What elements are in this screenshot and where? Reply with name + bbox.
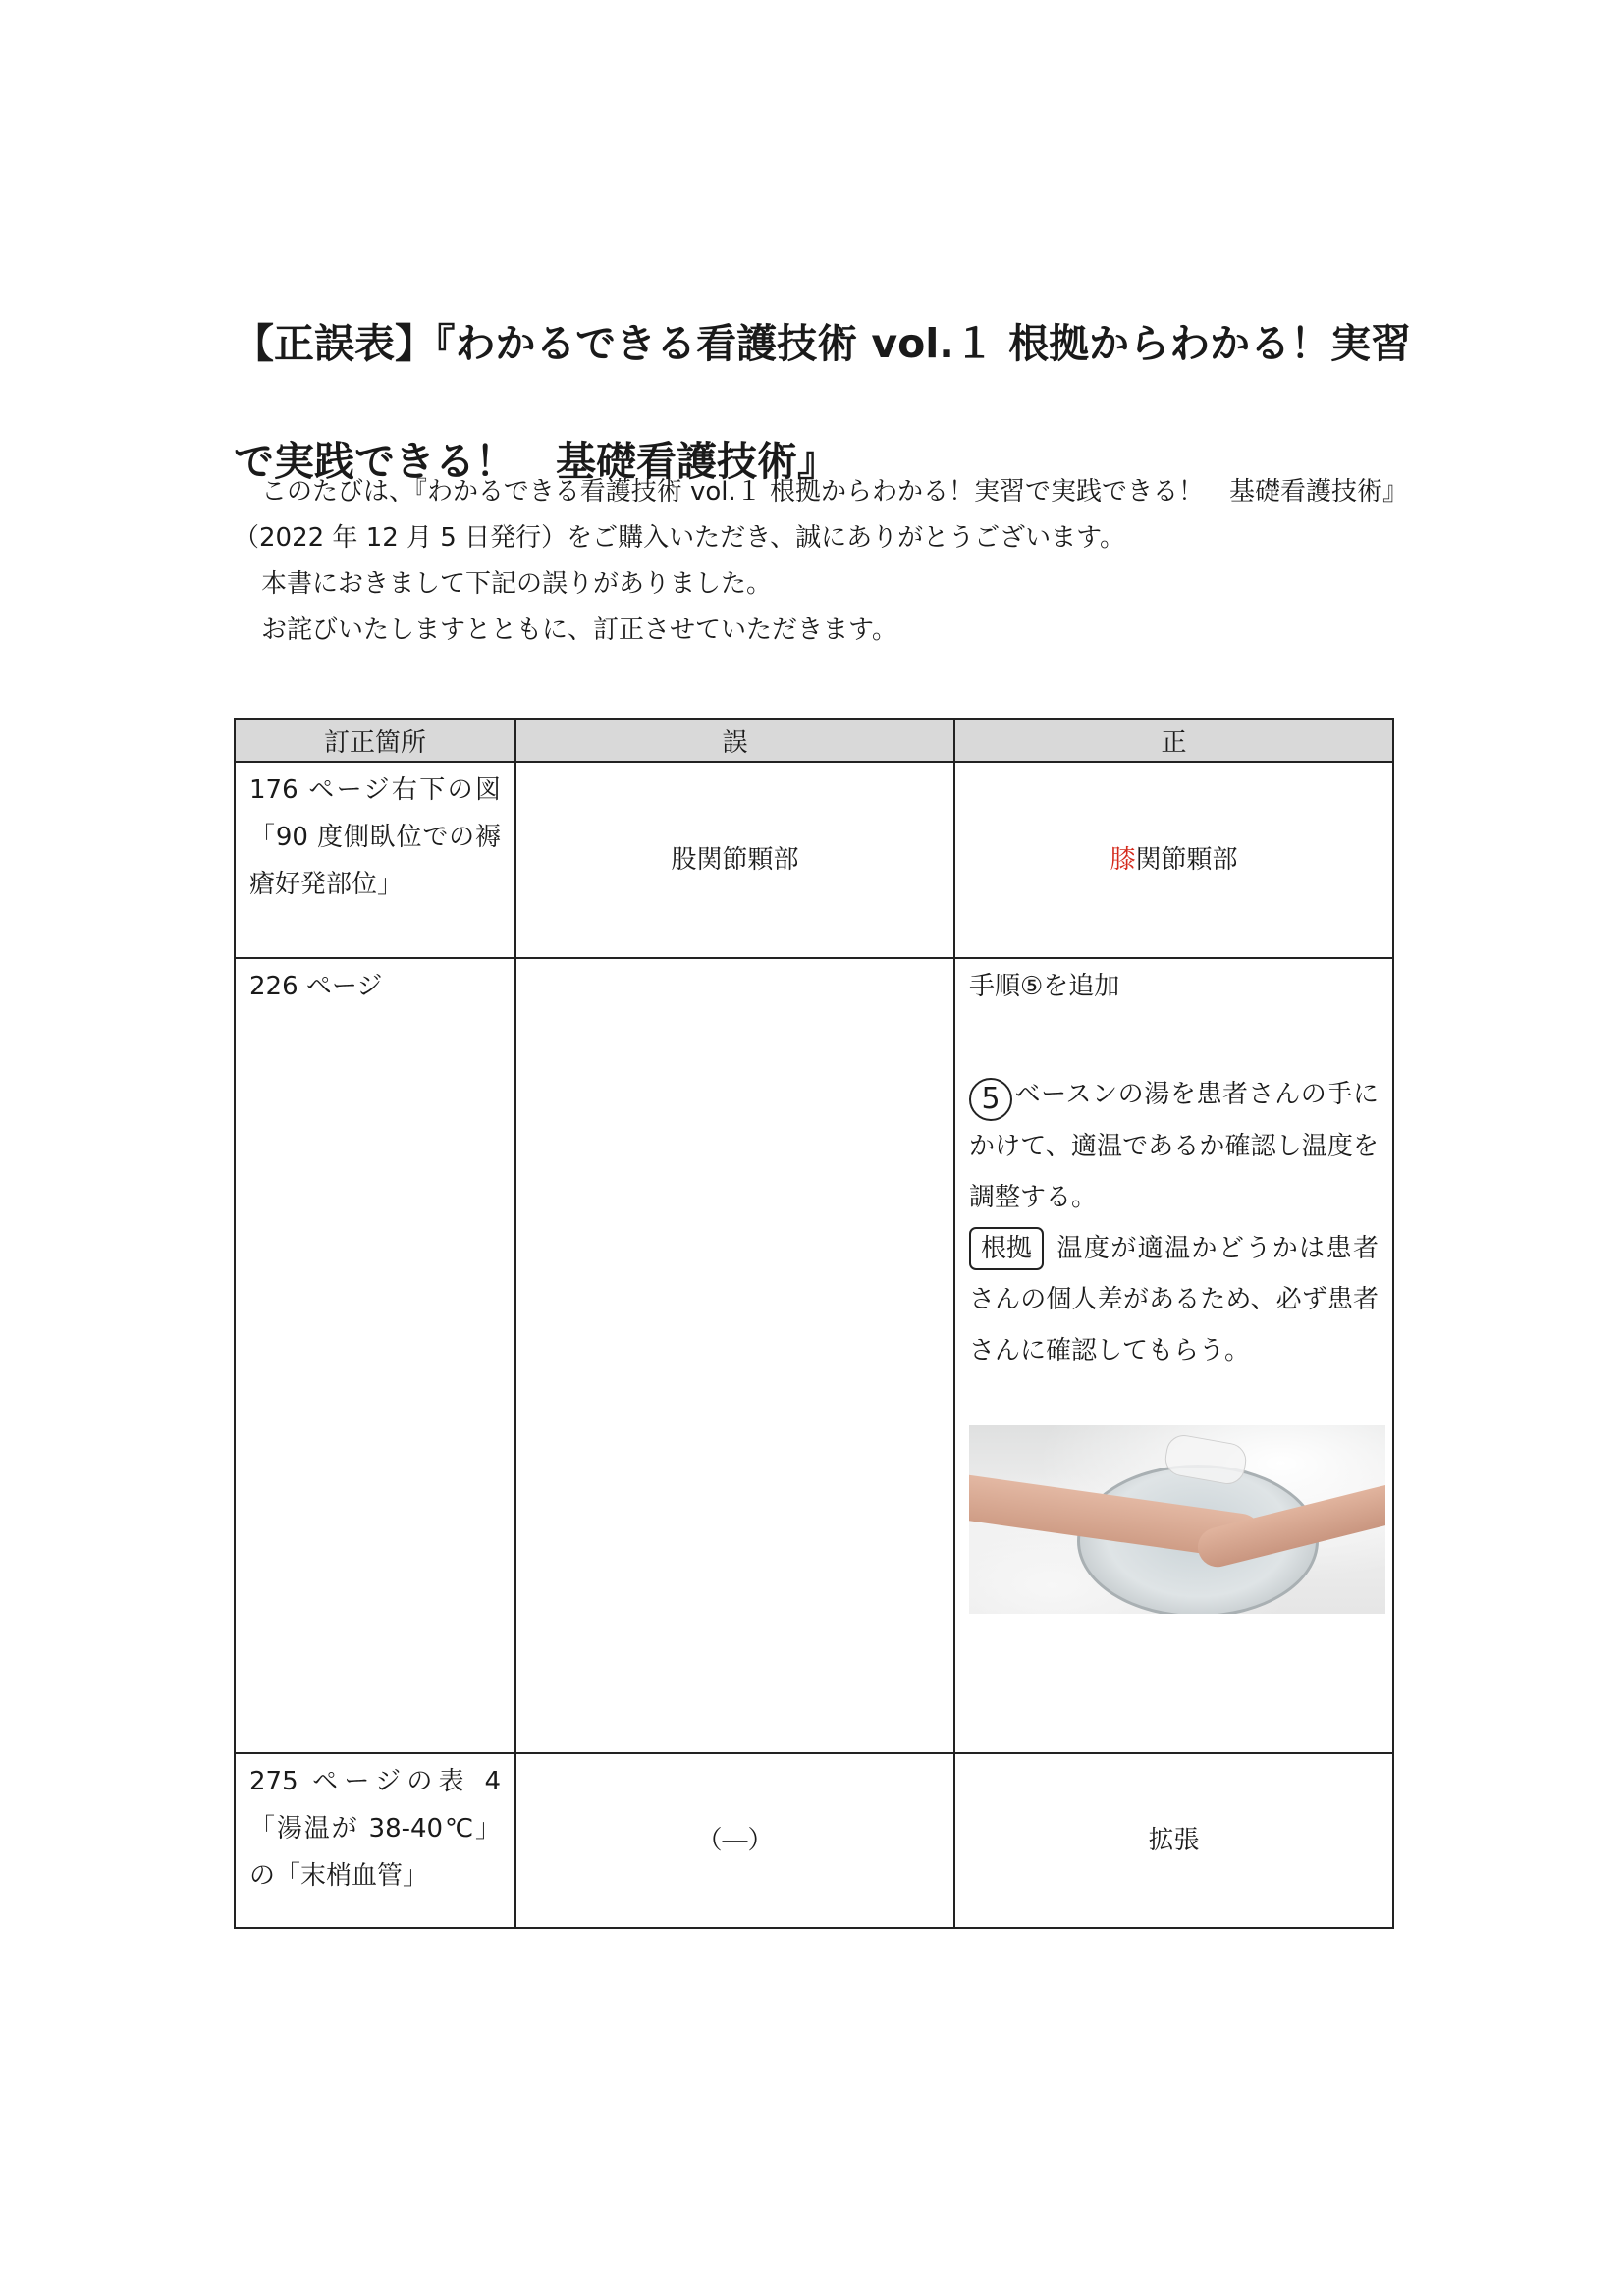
procedure-step	[969, 1069, 1379, 1376]
intro-paragraph-3: お詫びいたしますとともに、訂正させていただきます。	[261, 615, 897, 645]
intro-text	[234, 469, 1402, 654]
header-correct: 正	[954, 719, 1393, 762]
row1-correct	[954, 762, 1393, 958]
row3-correct: 拡張	[954, 1753, 1393, 1928]
table-header-row	[235, 719, 1393, 762]
row2-location: 226 ページ	[235, 958, 515, 1753]
row3-location: 275 ページの表 4「湯温が 38-40℃」の「末梢血管」	[235, 1753, 515, 1928]
header-location: 訂正箇所	[235, 719, 515, 762]
table-row	[235, 1753, 1393, 1928]
intro-paragraph-2: 本書におきまして下記の誤りがありました。	[261, 569, 773, 599]
row2-correct	[954, 958, 1393, 1753]
row1-correct-rest: 関節顆部	[1135, 845, 1238, 875]
basis-text: 温度が適温かどうかは患者さんの個人差があるため、必ず患者さんに確認してもらう。	[969, 1234, 1379, 1365]
row2-correct-heading: 手順⑤を追加	[969, 972, 1120, 1001]
errata-table	[234, 718, 1394, 1929]
hand-basin-photo	[969, 1425, 1385, 1614]
row1-location: 176 ページ右下の図「90 度側臥位での褥瘡好発部位」	[235, 762, 515, 958]
table-row	[235, 958, 1393, 1753]
row3-wrong: （―）	[515, 1753, 954, 1928]
row1-correct-highlight: 膝	[1110, 845, 1136, 875]
intro-paragraph-1: このたびは、『わかるできる看護技術 vol.１ 根拠からわかる！実習で実践できる！ 基礎看護技術』（2022 年 12 月 5 日発行）をご購入いただき、誠にありがとうございます。	[234, 477, 1396, 553]
row1-wrong: 股関節顆部	[515, 762, 954, 958]
basis-label: 根拠	[969, 1227, 1044, 1270]
table-row	[235, 762, 1393, 958]
step-number-badge: 5	[969, 1078, 1012, 1121]
header-wrong: 誤	[515, 719, 954, 762]
row2-wrong	[515, 958, 954, 1753]
document-title: 【正誤表】『わかるできる看護技術 vol.１ 根拠からわかる！実習で実践できる！ 基礎看護技術』	[234, 320, 1412, 485]
step-text: ベースンの湯を患者さんの手にかけて、適温であるか確認し温度を調整する。	[969, 1080, 1379, 1212]
